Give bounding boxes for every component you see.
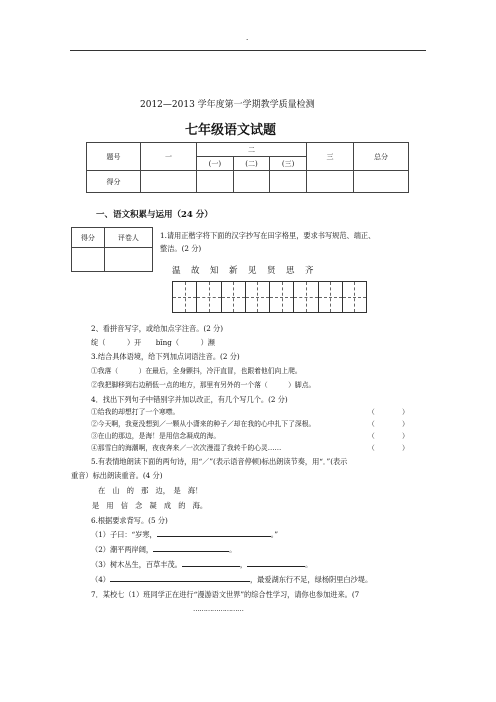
q1-text-line2: 整洁。(2 分) <box>160 244 202 253</box>
grader-score-label: 得分 <box>72 228 105 248</box>
q5-line-2: 重音）标出朗读重音。(4 分) <box>71 471 163 480</box>
score-table-label-score: 得分 <box>87 171 141 193</box>
q4-item-3: ③在山的那边，是海！是用信念凝成的海。 <box>91 432 221 440</box>
score-table-sub-1: (一) <box>197 157 234 171</box>
q6-item-3-suffix: 。 <box>305 560 313 569</box>
q6-item-4 <box>91 576 372 585</box>
score-table-col-1: 一 <box>141 143 197 171</box>
q1-characters: 温 故 知 新 见 贤 思 齐 <box>172 266 315 276</box>
q5-line-1: 5.有表情地朗读下面的两句诗，用“／”(表示语音停顿)标出朗读节奏，用“．”(表示 <box>91 457 348 466</box>
q6-item-2 <box>91 546 236 555</box>
score-table-label-number: 题号 <box>87 143 141 171</box>
q6-item-4-suffix: ，最爱湖东行不足，绿杨阴里白沙堤。 <box>249 575 373 584</box>
grader-person-label: 评卷人 <box>104 228 152 248</box>
q2-text: 2、看拼音写字，或给加点字注音。(2 分) <box>91 324 224 333</box>
header-rule <box>70 50 426 51</box>
score-table-col-3: 三 <box>307 143 354 171</box>
q2-line: 绽（ ）开 bǐng（ ）濒 <box>91 338 215 347</box>
exam-title: 2012—2013 学年度第一学期教学质量检测 <box>140 100 315 110</box>
q1-text-line1: 1.请用正楷字将下面的汉字抄写在田字格里，要求书写规范、端正、 <box>160 231 376 240</box>
q6-item-3-mid: ， <box>239 560 248 569</box>
score-table <box>86 142 409 193</box>
q6-item-2-suffix: 。 <box>229 545 237 554</box>
exam-subject: 七年级语文试题 <box>185 123 277 138</box>
score-cell[interactable] <box>233 171 270 193</box>
score-cell[interactable] <box>354 171 409 193</box>
answer-blank[interactable] <box>153 551 229 552</box>
q6-item-1-suffix: 。” <box>270 530 279 539</box>
tianzige-cell[interactable] <box>222 282 246 312</box>
q4-paren-2[interactable]: （ ） <box>368 420 409 428</box>
answer-blank[interactable] <box>247 566 305 567</box>
score-table-sub-2: (二) <box>233 157 270 171</box>
q4-item-2: ②今天啊，我竟没想到／一颗从小潇来的种子／却在我的心中扎下了深根。 <box>91 420 316 428</box>
q6-item-3 <box>91 561 312 570</box>
tianzige-cell[interactable] <box>343 282 366 312</box>
answer-blank[interactable] <box>157 536 271 537</box>
score-cell[interactable] <box>307 171 354 193</box>
q4-paren-3[interactable]: （ ） <box>368 432 409 440</box>
q6-item-2-prefix: （2）潮平两岸阔， <box>91 545 154 554</box>
q6-item-1-prefix: （1）子曰：“岁寒， <box>91 530 157 539</box>
score-table-sub-3: (三) <box>270 157 307 171</box>
tianzige-cell[interactable] <box>270 282 294 312</box>
q4-item-1: ①给我的却想打了一个寒噤。 <box>91 408 180 416</box>
tianzige-cell[interactable] <box>246 282 270 312</box>
answer-blank[interactable] <box>110 581 250 582</box>
q5-poem-2: 是 用 信 念 凝 成 的 海。 <box>92 501 208 510</box>
tianzige-cell[interactable] <box>319 282 343 312</box>
tianzige-cell[interactable] <box>173 282 197 312</box>
q3-text: 3.结合具体语境，给下列加点词语注音。(2 分) <box>91 352 240 361</box>
tianzige-cell[interactable] <box>197 282 221 312</box>
tianzige-cell[interactable] <box>294 282 318 312</box>
grader-score-cell[interactable] <box>72 248 105 272</box>
section-1-heading: 一、语文积累与运用（24 分） <box>96 210 213 220</box>
q3-item-2: ②我把脚移到右边稍低一点的地方，那里有另外的一个落（ ）脚点。 <box>91 381 316 389</box>
score-table-col-total: 总分 <box>354 143 409 171</box>
score-cell[interactable] <box>270 171 307 193</box>
q6-item-1 <box>91 531 278 540</box>
q4-item-4: ④那雪白的海潮啊，夜夜奔来／一次次漫湿了我转千的心灵…… <box>91 444 282 452</box>
answer-blank[interactable] <box>182 566 240 567</box>
q5-poem-1: 在 山 的 那 边， 是 海！ <box>98 486 203 495</box>
q6-item-4-prefix: （4） <box>91 575 110 584</box>
q7-text: 7．某校七（1）班同学正在进行“漫游语文世界”的综合性学习，请你也参加进来。(7 <box>91 590 360 599</box>
score-cell[interactable] <box>141 171 197 193</box>
score-cell[interactable] <box>197 171 234 193</box>
q3-item-1: ①我落（ ）在最后，全身颤抖，冷汗直冒，也跟着他们向上爬。 <box>91 367 302 375</box>
footer-dots: …………………… <box>193 605 244 613</box>
grader-box <box>71 227 153 272</box>
header-dot: . <box>246 33 249 42</box>
q4-paren-1[interactable]: （ ） <box>368 408 409 416</box>
tianzige-grid[interactable] <box>172 281 367 313</box>
q6-text: 6.根据要求背写。(5 分) <box>91 516 168 525</box>
grader-person-cell[interactable] <box>104 248 152 272</box>
score-table-col-2: 二 <box>197 143 307 157</box>
q6-item-3-prefix: （3）树木丛生，百草丰茂。 <box>91 560 182 569</box>
q4-paren-4[interactable]: （ ） <box>368 444 409 452</box>
q4-text: 4．找出下列句子中错别字并加以改正，有几个写几个。(2 分) <box>91 395 288 404</box>
